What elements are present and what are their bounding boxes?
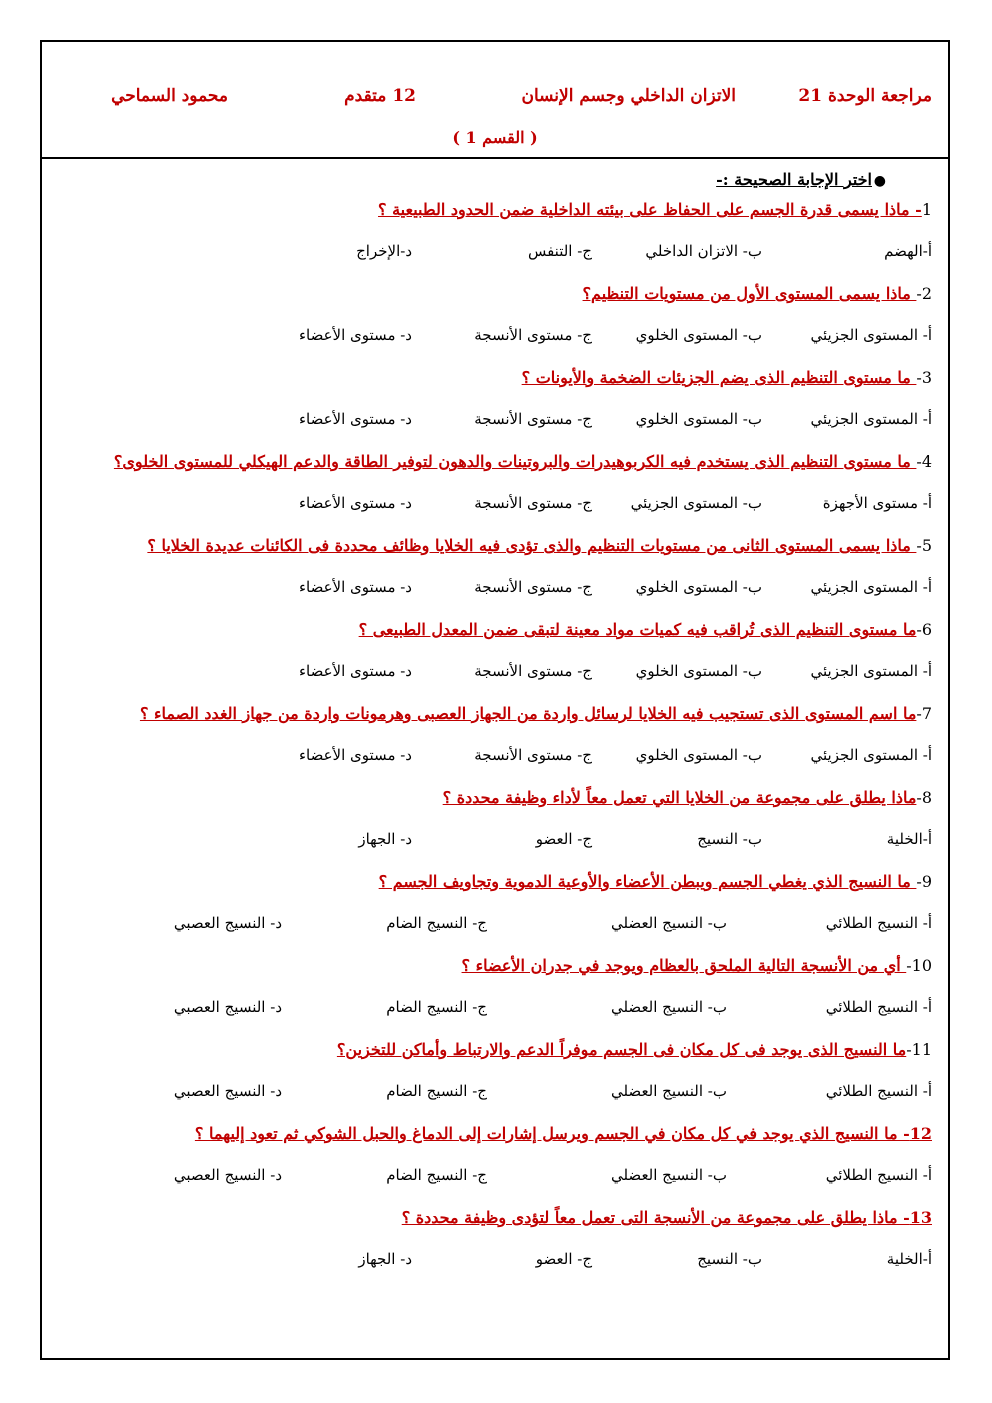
question-line (379, 872, 932, 891)
question-text: ما مستوى التنظيم الذى يستخدم فيه الكربوهيدرات والبروتينات والدهون لتوفير الطاقة والدعم الهيكلي للمستوى الخلوى؟ (113, 452, 917, 471)
answer-option[interactable]: أ-الهضم (884, 242, 932, 260)
page-frame (40, 40, 950, 1360)
question-number: 2- (916, 284, 932, 303)
answer-option[interactable]: ب- النسيج العضلي (610, 1166, 727, 1184)
instruction (42, 170, 948, 200)
answer-options (42, 1166, 932, 1190)
answer-options (42, 662, 932, 686)
answer-option[interactable]: أ- النسيج الطلائي (825, 914, 932, 932)
question-line (195, 1124, 932, 1143)
answer-options (42, 830, 932, 854)
question-line (359, 620, 932, 639)
answer-option[interactable]: ج- النسيج الضام (386, 1082, 487, 1100)
question-text: أي من الأنسجة التالية الملحق بالعظام ويوجد في جدران الأعضاء ؟ (461, 956, 907, 975)
question-line (583, 284, 932, 303)
answer-option[interactable]: ب- المستوى الخلوي (635, 662, 762, 680)
question-text: ماذا يسمى المستوى الثانى من مستويات التنظيم والذى تؤدى فيه الخلايا وظائف محددة فى الكائنات عديدة الخلايا ؟ (147, 536, 917, 555)
question-text: ما اسم المستوى الذى تستجيب فيه الخلايا لرسائل واردة من الجهاز العصبى وهرمونات واردة من جهاز الغدد الصماء ؟ (139, 704, 917, 723)
answer-option[interactable]: أ- النسيج الطلائي (825, 1082, 932, 1100)
answer-option[interactable]: ب- المستوى الخلوي (635, 410, 762, 428)
answer-option[interactable]: ج- النسيج الضام (386, 998, 487, 1016)
question-number: 11- (906, 1040, 932, 1059)
answer-option[interactable]: ب- الاتزان الداخلي (645, 242, 762, 260)
answer-option[interactable]: ج- مستوى الأنسجة (474, 662, 592, 680)
answer-option[interactable]: ج- مستوى الأنسجة (474, 746, 592, 764)
answer-option[interactable]: د-الإخراج (356, 242, 412, 260)
answer-option[interactable]: ب- المستوى الخلوي (635, 326, 762, 344)
answer-option[interactable]: ب- النسيج العضلي (610, 914, 727, 932)
question-line (443, 788, 932, 807)
question-line (402, 1208, 932, 1227)
question-number: 6- (916, 620, 932, 639)
question-list (42, 200, 948, 1292)
teacher-name: محمود السماحي (111, 86, 228, 106)
answer-options (42, 578, 932, 602)
answer-option[interactable]: ب- المستوى الجزيئي (630, 494, 762, 512)
answer-option[interactable]: ب- النسيج (697, 1250, 762, 1268)
question-line (378, 200, 932, 219)
answer-option[interactable]: د- الجهاز (358, 830, 412, 848)
question-number: 9- (916, 872, 932, 891)
answer-option[interactable]: د- النسيج العصبي (173, 1082, 282, 1100)
question-9 (42, 872, 948, 956)
answer-option[interactable]: أ- المستوى الجزيئي (810, 410, 932, 428)
question-number: 7- (916, 704, 932, 723)
answer-option[interactable]: أ- المستوى الجزيئي (810, 578, 932, 596)
answer-option[interactable]: ج- مستوى الأنسجة (474, 494, 592, 512)
question-number: 5- (916, 536, 932, 555)
answer-option[interactable]: أ- المستوى الجزيئي (810, 662, 932, 680)
question-line (337, 1040, 932, 1059)
question-text: ماذا يسمى المستوى الأول من مستويات التنظيم؟ (582, 284, 917, 303)
answer-option[interactable]: د- مستوى الأعضاء (298, 326, 412, 344)
question-11 (42, 1040, 948, 1124)
answer-option[interactable]: ب- المستوى الخلوي (635, 578, 762, 596)
section-label: ( القسم 1 ) (452, 128, 538, 147)
answer-option[interactable]: ج- النسيج الضام (386, 914, 487, 932)
answer-option[interactable]: د- مستوى الأعضاء (298, 746, 412, 764)
question-text: ماذا يطلق على مجموعة من الخلايا التي تعمل معاً لأداء وظيفة محددة ؟ (442, 788, 917, 807)
question-3 (42, 368, 948, 452)
question-line (522, 368, 932, 387)
question-4 (42, 452, 948, 536)
answer-option[interactable]: د- مستوى الأعضاء (298, 410, 412, 428)
question-line (140, 704, 932, 723)
question-6 (42, 620, 948, 704)
answer-option[interactable]: أ-الخلية (886, 830, 932, 848)
question-5 (42, 536, 948, 620)
answer-options (42, 746, 932, 770)
answer-option[interactable]: أ- مستوى الأجهزة (822, 494, 932, 512)
question-10 (42, 956, 948, 1040)
answer-option[interactable]: د- النسيج العصبي (173, 998, 282, 1016)
instruction-text: اختر الإجابة الصحيحة :- (716, 170, 872, 189)
question-text: ما النسيج الذي يغطي الجسم ويبطن الأعضاء والأوعية الدموية وتجاويف الجسم ؟ (378, 872, 917, 891)
answer-option[interactable]: ج- مستوى الأنسجة (474, 410, 592, 428)
answer-options (42, 998, 932, 1022)
answer-option[interactable]: ج- العضو (535, 1250, 592, 1268)
answer-option[interactable]: د- مستوى الأعضاء (298, 662, 412, 680)
question-number: 8- (916, 788, 932, 807)
answer-option[interactable]: ج- التنفس (527, 242, 592, 260)
question-text: ما النسيج الذى يوجد فى كل مكان فى الجسم موفراً الدعم والارتباط وأماكن للتخزين؟ (336, 1040, 907, 1059)
question-number: 3- (916, 368, 932, 387)
answer-option[interactable]: د- النسيج العصبي (173, 914, 282, 932)
questions-area (42, 170, 948, 1292)
answer-option[interactable]: ج- مستوى الأنسجة (474, 326, 592, 344)
answer-options (42, 914, 932, 938)
answer-option[interactable]: ج- النسيج الضام (386, 1166, 487, 1184)
answer-option[interactable]: أ- النسيج الطلائي (825, 998, 932, 1016)
answer-option[interactable]: د- الجهاز (358, 1250, 412, 1268)
answer-option[interactable]: أ- النسيج الطلائي (825, 1166, 932, 1184)
answer-option[interactable]: أ- المستوى الجزيئي (810, 746, 932, 764)
question-1 (42, 200, 948, 284)
answer-options (42, 1250, 932, 1274)
answer-options (42, 242, 932, 266)
answer-option[interactable]: ب- النسيج العضلي (610, 1082, 727, 1100)
question-text: 13- ماذا يطلق على مجموعة من الأنسجة التى تعمل معاً لتؤدى وظيفة محددة ؟ (401, 1208, 932, 1227)
question-text: - ماذا يسمى قدرة الجسم على الحفاظ على بيئته الداخلية ضمن الحدود الطبيعية ؟ (378, 200, 922, 219)
answer-options (42, 410, 932, 434)
question-line (462, 956, 932, 975)
header (42, 42, 948, 159)
question-text: ما مستوى التنظيم الذى يضم الجزيئات الضخمة والأيونات ؟ (521, 368, 917, 387)
question-number: 1 (921, 200, 932, 219)
question-line (114, 452, 932, 471)
question-number: 10- (906, 956, 932, 975)
answer-option[interactable]: ب- المستوى الخلوي (635, 746, 762, 764)
answer-options (42, 494, 932, 518)
answer-options (42, 1082, 932, 1106)
grade-label: 12 متقدم (344, 86, 416, 106)
answer-option[interactable]: د- النسيج العصبي (173, 1166, 282, 1184)
question-13 (42, 1208, 948, 1292)
answer-option[interactable]: ب- النسيج العضلي (610, 998, 727, 1016)
answer-option[interactable]: ج- مستوى الأنسجة (474, 578, 592, 596)
question-number: 4- (916, 452, 932, 471)
unit-review-title: مراجعة الوحدة 21 (798, 86, 932, 106)
question-7 (42, 704, 948, 788)
answer-option[interactable]: د- مستوى الأعضاء (298, 494, 412, 512)
bullet-icon: ● (873, 173, 886, 189)
question-8 (42, 788, 948, 872)
unit-title: الاتزان الداخلي وجسم الإنسان (521, 86, 736, 106)
answer-option[interactable]: ب- النسيج (697, 830, 762, 848)
answer-option[interactable]: أ- المستوى الجزيئي (810, 326, 932, 344)
question-2 (42, 284, 948, 368)
answer-option[interactable]: أ-الخلية (886, 1250, 932, 1268)
question-12 (42, 1124, 948, 1208)
question-line (147, 536, 932, 555)
question-text: ما مستوى التنظيم الذى تُراقب فيه كميات مواد معينة لتبقى ضمن المعدل الطبيعى ؟ (358, 620, 917, 639)
answer-options (42, 326, 932, 350)
answer-option[interactable]: د- مستوى الأعضاء (298, 578, 412, 596)
question-text: 12- ما النسيج الذي يوجد في كل مكان في الجسم ويرسل إشارات إلى الدماغ والحبل الشوكي ثم تعود إليهما ؟ (194, 1124, 932, 1143)
answer-option[interactable]: ج- العضو (535, 830, 592, 848)
